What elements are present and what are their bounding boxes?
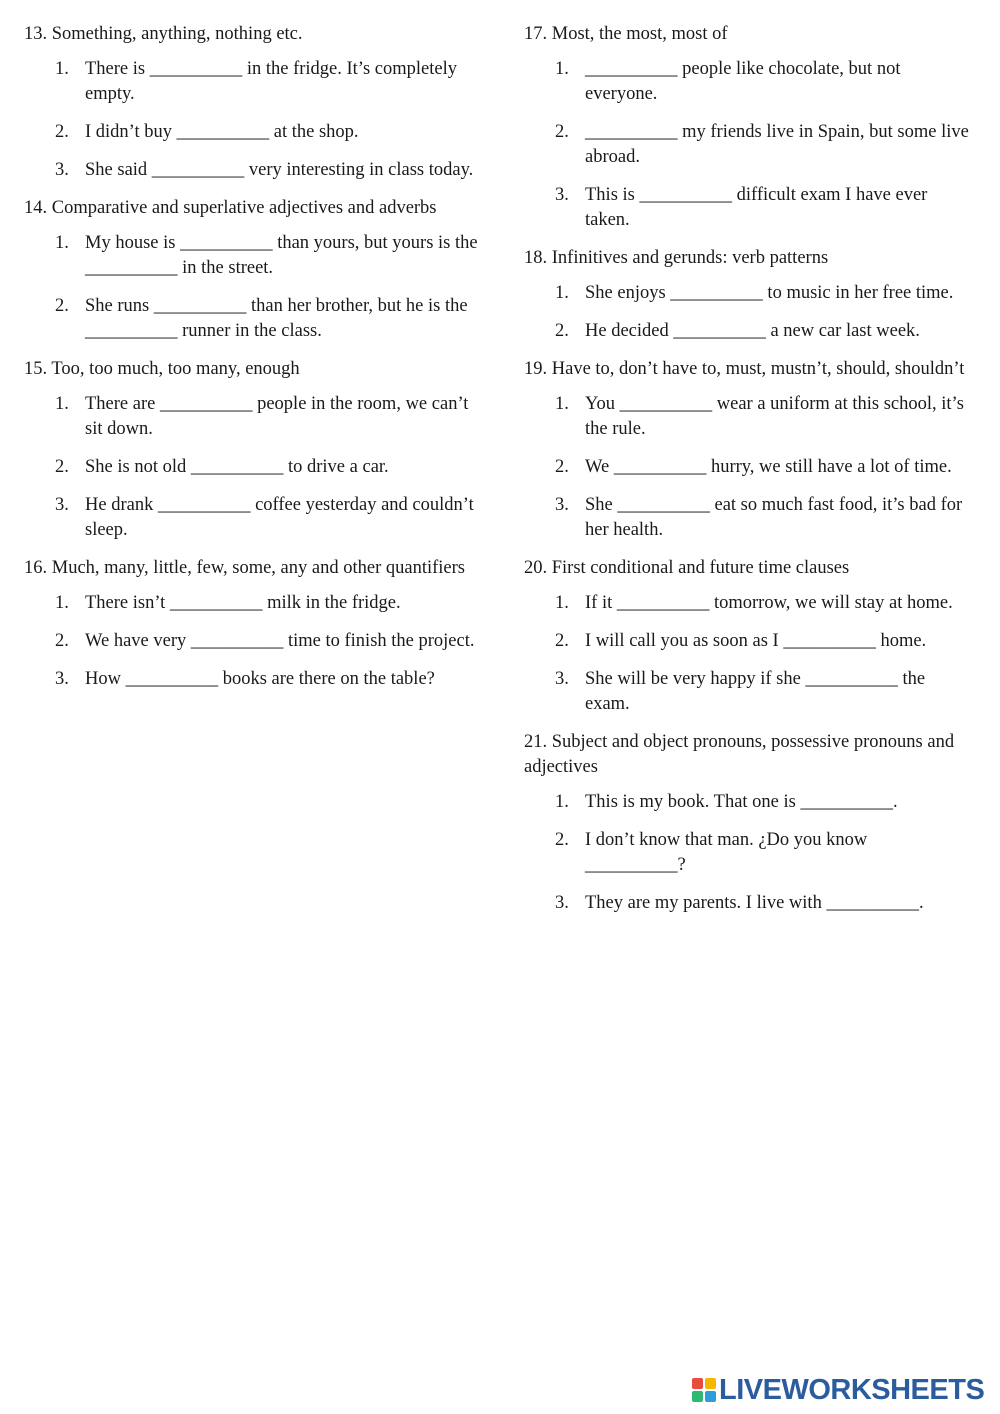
exercise-section xyxy=(524,556,969,717)
item-number: 2. xyxy=(55,122,69,142)
exercise-item xyxy=(24,667,479,692)
item-number: 1. xyxy=(55,394,69,414)
exercise-list xyxy=(24,57,479,183)
item-text: She will be very happy if she __________ the exam. xyxy=(585,669,926,714)
exercise-list xyxy=(524,591,969,717)
logo-square xyxy=(692,1391,703,1402)
exercise-item xyxy=(24,455,479,480)
item-number: 1. xyxy=(555,283,569,303)
item-number: 1. xyxy=(555,394,569,414)
exercise-section xyxy=(24,22,479,183)
item-text: This is my book. That one is __________. xyxy=(585,792,898,812)
exercise-section xyxy=(24,357,479,543)
item-number: 3. xyxy=(55,495,69,515)
item-text: This is __________ difficult exam I have ever taken. xyxy=(585,185,928,230)
exercise-item xyxy=(24,591,479,616)
exercise-item xyxy=(24,158,479,183)
item-number: 2. xyxy=(55,631,69,651)
section-title: 16. Much, many, little, few, some, any and other quantifiers xyxy=(24,558,465,578)
logo-square xyxy=(705,1391,716,1402)
exercise-section xyxy=(24,196,479,344)
exercise-item xyxy=(524,891,969,916)
logo-text: LIVEWORKSHEETS xyxy=(719,1374,985,1406)
item-text: She __________ eat so much fast food, it’s bad for her health. xyxy=(585,495,963,540)
section-title: 17. Most, the most, most of xyxy=(524,24,728,44)
exercise-item xyxy=(524,392,969,442)
item-number: 2. xyxy=(555,321,569,341)
item-text: He drank __________ coffee yesterday and couldn’t sleep. xyxy=(85,495,474,540)
exercise-item xyxy=(524,828,969,878)
exercise-item xyxy=(524,790,969,815)
item-text: She is not old __________ to drive a car. xyxy=(85,457,389,477)
item-text: I will call you as soon as I __________ home. xyxy=(585,631,927,651)
item-number: 2. xyxy=(555,830,569,850)
item-number: 1. xyxy=(55,593,69,613)
item-number: 2. xyxy=(555,122,569,142)
exercise-item xyxy=(524,591,969,616)
item-text: There isn’t __________ milk in the fridge. xyxy=(85,593,401,613)
exercise-section xyxy=(524,357,969,543)
exercise-item xyxy=(24,120,479,145)
item-number: 3. xyxy=(55,669,69,689)
item-number: 1. xyxy=(55,59,69,79)
item-number: 3. xyxy=(55,160,69,180)
exercise-item xyxy=(524,493,969,543)
item-number: 2. xyxy=(55,296,69,316)
section-title: 14. Comparative and superlative adjectives and adverbs xyxy=(24,198,437,218)
exercise-section xyxy=(524,730,969,916)
exercise-item xyxy=(524,281,969,306)
section-title: 20. First conditional and future time clauses xyxy=(524,558,850,578)
item-text: There are __________ people in the room, we can’t sit down. xyxy=(85,394,469,439)
exercise-item xyxy=(524,319,969,344)
exercise-item xyxy=(24,294,479,344)
item-text: She runs __________ than her brother, but he is the __________ runner in the class. xyxy=(85,296,468,341)
exercise-item xyxy=(24,231,479,281)
item-number: 1. xyxy=(55,233,69,253)
section-title: 19. Have to, don’t have to, must, mustn’t, should, shouldn’t xyxy=(524,359,965,379)
item-number: 1. xyxy=(555,59,569,79)
item-text: You __________ wear a uniform at this school, it’s the rule. xyxy=(585,394,964,439)
exercise-item xyxy=(24,57,479,107)
item-text: He decided __________ a new car last week. xyxy=(585,321,920,341)
item-text: We have very __________ time to finish the project. xyxy=(85,631,475,651)
exercise-list xyxy=(524,281,969,344)
item-text: I didn’t buy __________ at the shop. xyxy=(85,122,359,142)
item-text: __________ people like chocolate, but not everyone. xyxy=(585,59,901,104)
right-column xyxy=(524,22,969,929)
item-text: We __________ hurry, we still have a lot of time. xyxy=(585,457,952,477)
section-title: 15. Too, too much, too many, enough xyxy=(24,359,300,379)
liveworksheets-logo-icon xyxy=(692,1378,716,1402)
exercise-list xyxy=(24,231,479,344)
item-number: 3. xyxy=(555,495,569,515)
exercise-list xyxy=(524,790,969,916)
exercise-item xyxy=(524,629,969,654)
section-title: 13. Something, anything, nothing etc. xyxy=(24,24,303,44)
exercise-section xyxy=(524,246,969,344)
section-title: 18. Infinitives and gerunds: verb patterns xyxy=(524,248,829,268)
logo-square xyxy=(705,1378,716,1389)
item-number: 1. xyxy=(555,792,569,812)
item-text: If it __________ tomorrow, we will stay at home. xyxy=(585,593,953,613)
exercise-item xyxy=(524,455,969,480)
exercise-section xyxy=(24,556,479,692)
exercise-item xyxy=(524,183,969,233)
item-text: They are my parents. I live with __________. xyxy=(585,893,924,913)
item-text: How __________ books are there on the table? xyxy=(85,669,435,689)
exercise-list xyxy=(24,591,479,692)
exercise-list xyxy=(524,57,969,233)
liveworksheets-logo[interactable] xyxy=(692,1374,992,1406)
logo-square xyxy=(692,1378,703,1389)
exercise-item xyxy=(24,392,479,442)
left-column xyxy=(24,22,479,705)
exercise-item xyxy=(524,667,969,717)
item-number: 2. xyxy=(55,457,69,477)
exercise-list xyxy=(524,392,969,543)
item-number: 3. xyxy=(555,185,569,205)
exercise-item xyxy=(524,57,969,107)
item-number: 2. xyxy=(555,457,569,477)
exercise-item xyxy=(24,493,479,543)
item-text: My house is __________ than yours, but yours is the __________ in the street. xyxy=(85,233,478,278)
exercise-item xyxy=(524,120,969,170)
item-text: __________ my friends live in Spain, but some live abroad. xyxy=(585,122,969,167)
item-text: She enjoys __________ to music in her free time. xyxy=(585,283,954,303)
section-title: 21. Subject and object pronouns, possessive pronouns and adjectives xyxy=(524,732,955,777)
item-number: 2. xyxy=(555,631,569,651)
item-text: There is __________ in the fridge. It’s completely empty. xyxy=(85,59,457,104)
item-number: 3. xyxy=(555,669,569,689)
item-number: 3. xyxy=(555,893,569,913)
exercise-list xyxy=(24,392,479,543)
exercise-item xyxy=(24,629,479,654)
item-text: She said __________ very interesting in class today. xyxy=(85,160,474,180)
exercise-section xyxy=(524,22,969,233)
item-text: I don’t know that man. ¿Do you know __________? xyxy=(585,830,868,875)
item-number: 1. xyxy=(555,593,569,613)
